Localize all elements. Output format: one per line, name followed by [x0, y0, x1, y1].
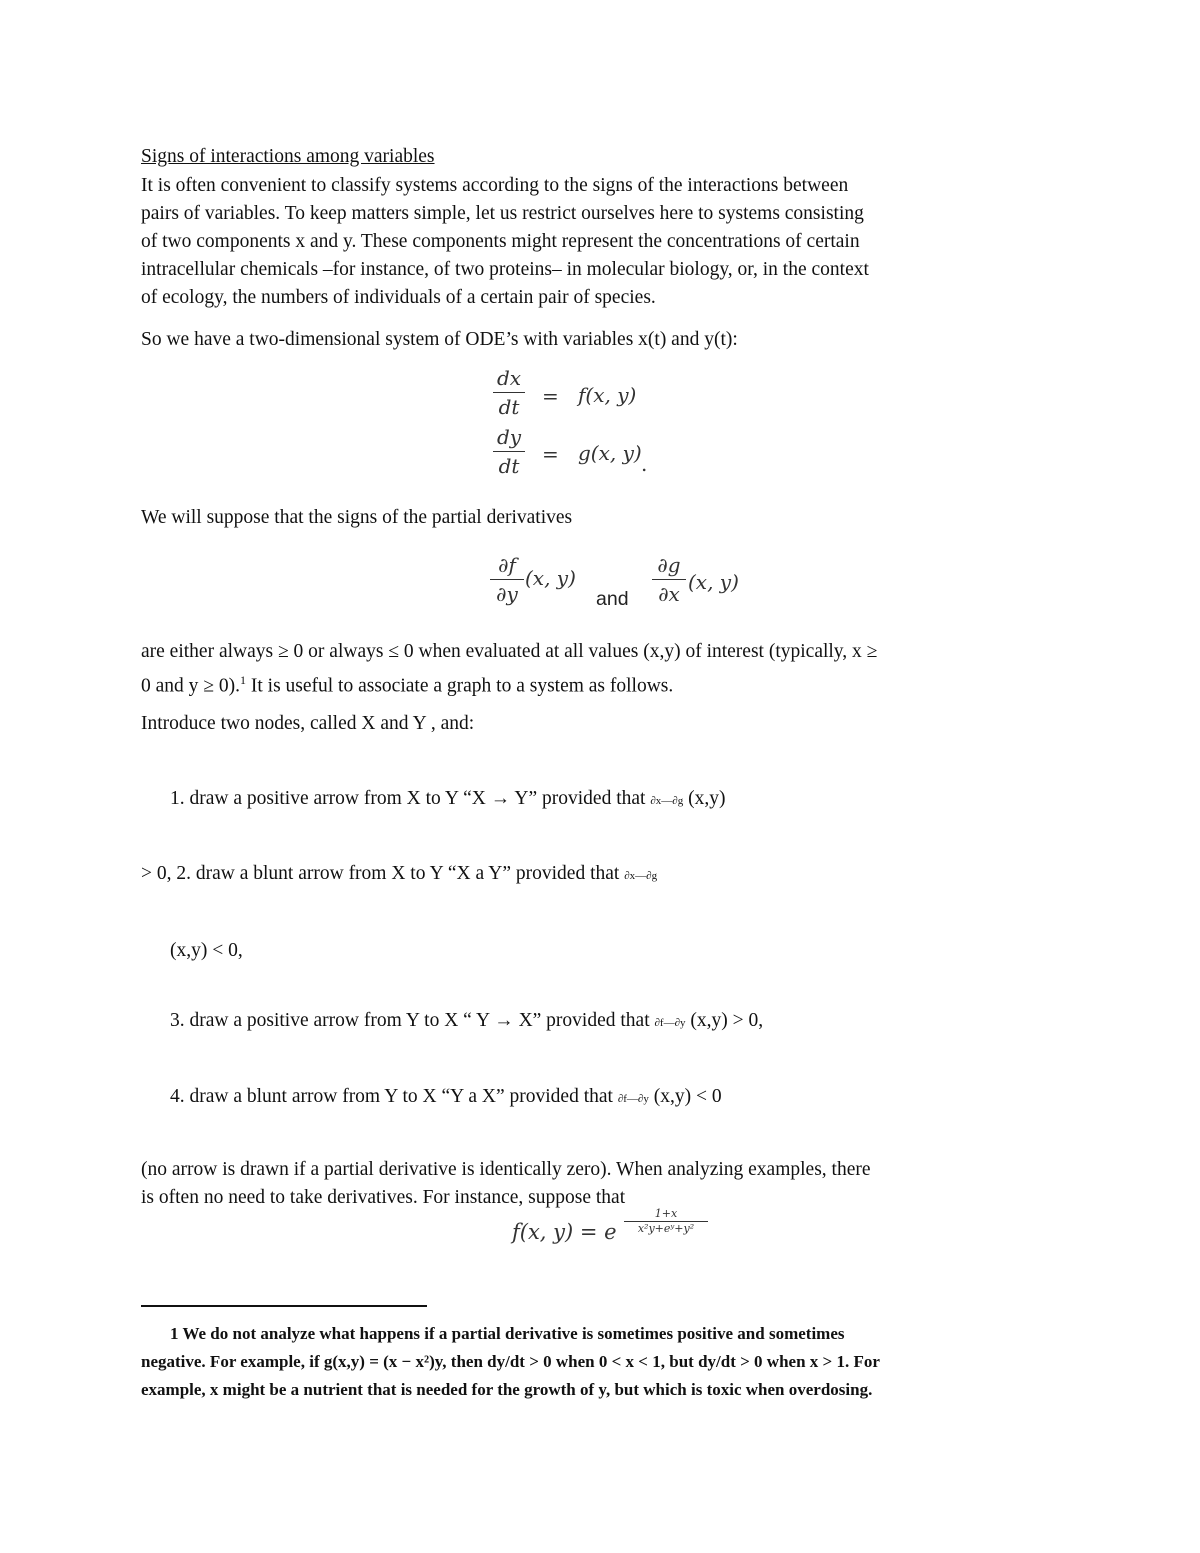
closing-line-1: (no arrow is drawn if a partial derivative is identically zero). When analyzing examples, there: [141, 1159, 871, 1180]
dx-partial-denominator: ∂x: [658, 582, 680, 606]
rule-4: [170, 1083, 722, 1113]
rule-1-derivative: ∂x—∂g: [650, 795, 684, 807]
dx-denominator: dt: [498, 395, 520, 419]
footnote-line-3: example, x might be a nutrient that is needed for the growth of y, but which is toxic when overdosing.: [141, 1380, 873, 1399]
section-heading: Signs of interactions among variables: [141, 146, 435, 167]
rule-1-text: 1. draw a positive arrow from X to Y “X → Y” provided that: [170, 788, 646, 809]
rule-2-text: > 0, 2. draw a blunt arrow from X to Y “X a Y” provided that: [141, 863, 620, 884]
intro-line-5: of ecology, the numbers of individuals of a certain pair of species.: [141, 287, 656, 308]
rule-4-args: (x,y) < 0: [653, 1086, 722, 1107]
dy-dt-fraction: [493, 425, 525, 478]
df-numerator: ∂f: [498, 553, 516, 577]
equation-period: .: [641, 452, 648, 476]
dg-numerator: ∂g: [657, 553, 681, 577]
intro-line-3: of two components x and y. These components might represent the concentrations of certain: [141, 231, 860, 252]
intro-line-4: intracellular chemicals –for instance, of two proteins– in molecular biology, or, in the context: [141, 259, 869, 280]
f-rhs: f(x, y): [578, 383, 637, 407]
rule-4-text: 4. draw a blunt arrow from Y to X “Y a X” provided that: [170, 1086, 613, 1107]
dg-dx-fraction: [652, 553, 686, 606]
rule-3: [170, 1007, 763, 1037]
example-lhs: f(x, y) = e: [512, 1220, 617, 1244]
ode-intro: So we have a two-dimensional system of ODE’s with variables x(t) and y(t):: [141, 329, 738, 350]
sign-line-2: [141, 666, 673, 701]
sign-line-2b: It is useful to associate a graph to a system as follows.: [245, 675, 674, 697]
equals-sign-2: =: [542, 442, 559, 466]
df-dy-fraction: [490, 553, 524, 606]
exponent-denominator: x²y+eʸ+y²: [637, 1222, 695, 1235]
df-args: (x, y): [525, 566, 576, 590]
equals-sign-1: =: [542, 384, 559, 408]
rule-3-derivative: ∂f—∂y: [654, 1017, 686, 1029]
dg-args: (x, y): [688, 570, 739, 594]
exponent-numerator: 1+x: [654, 1207, 678, 1220]
sign-line-2a: 0 and y ≥ 0).: [141, 675, 240, 697]
rule-4-derivative: ∂f—∂y: [617, 1093, 649, 1105]
intro-line-2: pairs of variables. To keep matters simple, let us restrict ourselves here to systems consisting: [141, 203, 864, 224]
rule-2-continued: (x,y) < 0,: [170, 940, 243, 961]
footnote-line-2: negative. For example, if g(x,y) = (x − x²)y, then dy/dt > 0 when 0 < x < 1, but dy/dt > 0 when x > 1. For: [141, 1352, 880, 1371]
dx-dt-fraction: [493, 366, 525, 419]
footnote-line-1: [170, 1320, 845, 1348]
rule-1: [170, 785, 725, 815]
rule-3-text: 3. draw a positive arrow from Y to X “ Y → X” provided that: [170, 1010, 650, 1031]
dy-partial-denominator: ∂y: [496, 582, 518, 606]
footnote-text-1: We do not analyze what happens if a partial derivative is sometimes positive and sometimes: [182, 1324, 845, 1343]
intro-line-1: It is often convenient to classify systems according to the signs of the interactions between: [141, 175, 849, 196]
footnote-rule: [141, 1305, 427, 1307]
rule-2-derivative: ∂x—∂g: [624, 870, 658, 882]
dy-denominator: dt: [498, 454, 520, 478]
rule-3-args: (x,y) > 0,: [690, 1010, 764, 1031]
dx-numerator: dx: [496, 366, 522, 390]
partial-intro: We will suppose that the signs of the partial derivatives: [141, 507, 573, 528]
footnote-number: 1: [170, 1324, 179, 1343]
example-exponent: [624, 1208, 708, 1235]
sign-line-1: are either always ≥ 0 or always ≤ 0 when evaluated at all values (x,y) of interest (typically, x ≥: [141, 641, 878, 662]
nodes-intro: Introduce two nodes, called X and Y , and:: [141, 713, 475, 734]
closing-line-2: is often no need to take derivatives. For instance, suppose that: [141, 1187, 626, 1208]
rule-1-args: (x,y): [688, 788, 726, 809]
and-word: and: [596, 588, 629, 610]
dy-numerator: dy: [496, 425, 522, 449]
rule-2: [141, 860, 657, 890]
footnote-marker: 1: [239, 673, 246, 687]
g-rhs: g(x, y): [578, 441, 642, 465]
